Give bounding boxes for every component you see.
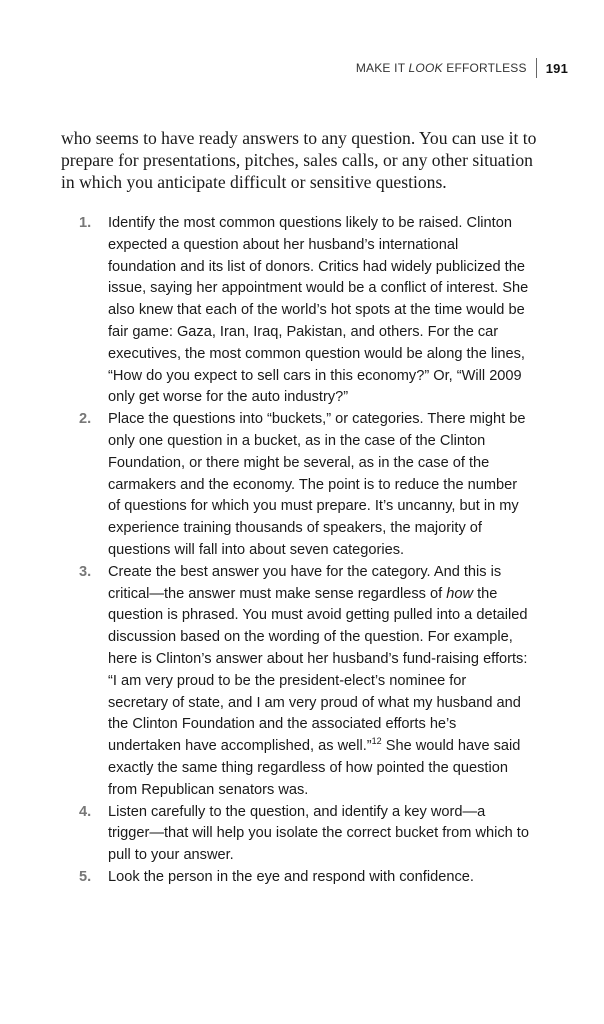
- lead-paragraph: who seems to have ready answers to any question. You can use it to prepare for presentations, pitches, sales calls, or any other situation in which you anticipate difficult or sensitive questions.: [61, 128, 537, 192]
- numbered-steps-list: [79, 213, 529, 889]
- list-item: [79, 213, 529, 409]
- list-item-text: Look the person in the eye and respond with confidence.: [108, 868, 474, 885]
- list-item-text: Create the best answer you have for the category. And this is critical—the answer must make sense regardless of how the question is phrased. You must avoid getting pulled into a detailed discussion based on the wording of the question. For example, here is Clinton’s answer about her husband’s fund-raising efforts: “I am very proud to be the president-elect’s nominee for secretary of state, and I am very proud of what my husband and the Clinton Foundation and the associated efforts he’s undertaken have accomplished, as well.”$^{12}$ She would have said exactly the same thing regardless of how pointed the question from Republican senators was.: [108, 563, 528, 798]
- emphasized-word: how: [446, 585, 474, 602]
- footnote-marker: 12: [371, 736, 382, 747]
- list-item-number: 4.: [79, 803, 92, 820]
- chapter-title: MAKE IT LOOK EFFORTLESS: [355, 61, 527, 75]
- list-item-number: 1.: [79, 215, 92, 231]
- list-item: [79, 562, 529, 802]
- list-item-text: Listen carefully to the question, and identify a key word—a trigger—that will help you isolate the correct bucket from which to pull to your answer.: [108, 803, 529, 864]
- list-item-number: 5.: [79, 868, 92, 885]
- list-item-text: Place the questions into “buckets,” or categories. There might be only one question in a bucket, as in the case of the Clinton Foundation, or there might be several, as in the case of the carmakers and the economy. The point is to reduce the number of questions for which you must prepare. It’s uncanny, but in my experience training thousands of speakers, the majority of questions will fall into about seven categories.: [108, 411, 526, 558]
- list-item: [79, 409, 529, 562]
- header-divider: [536, 58, 537, 78]
- page-number: 191: [545, 60, 568, 76]
- list-item: [79, 802, 529, 867]
- list-item: [79, 867, 529, 889]
- list-item-number: 3.: [79, 563, 92, 580]
- list-item-text: Identify the most common questions likely to be raised. Clinton expected a question about her husband’s international foundation and its list of donors. Critics had widely publicized the issue, saying her appointment would be a conflict of interest. She also knew that each of the world’s hot spots at the time would be fair game: Gaza, Iran, Iraq, Pakistan, and others. For the car executives, the most common question would be along the lines, “How do you expect to sell cars in this economy?” Or, “Will 2009 only get worse for the auto industry?”: [108, 215, 529, 406]
- list-item-number: 2.: [79, 411, 92, 428]
- running-head: [356, 58, 568, 78]
